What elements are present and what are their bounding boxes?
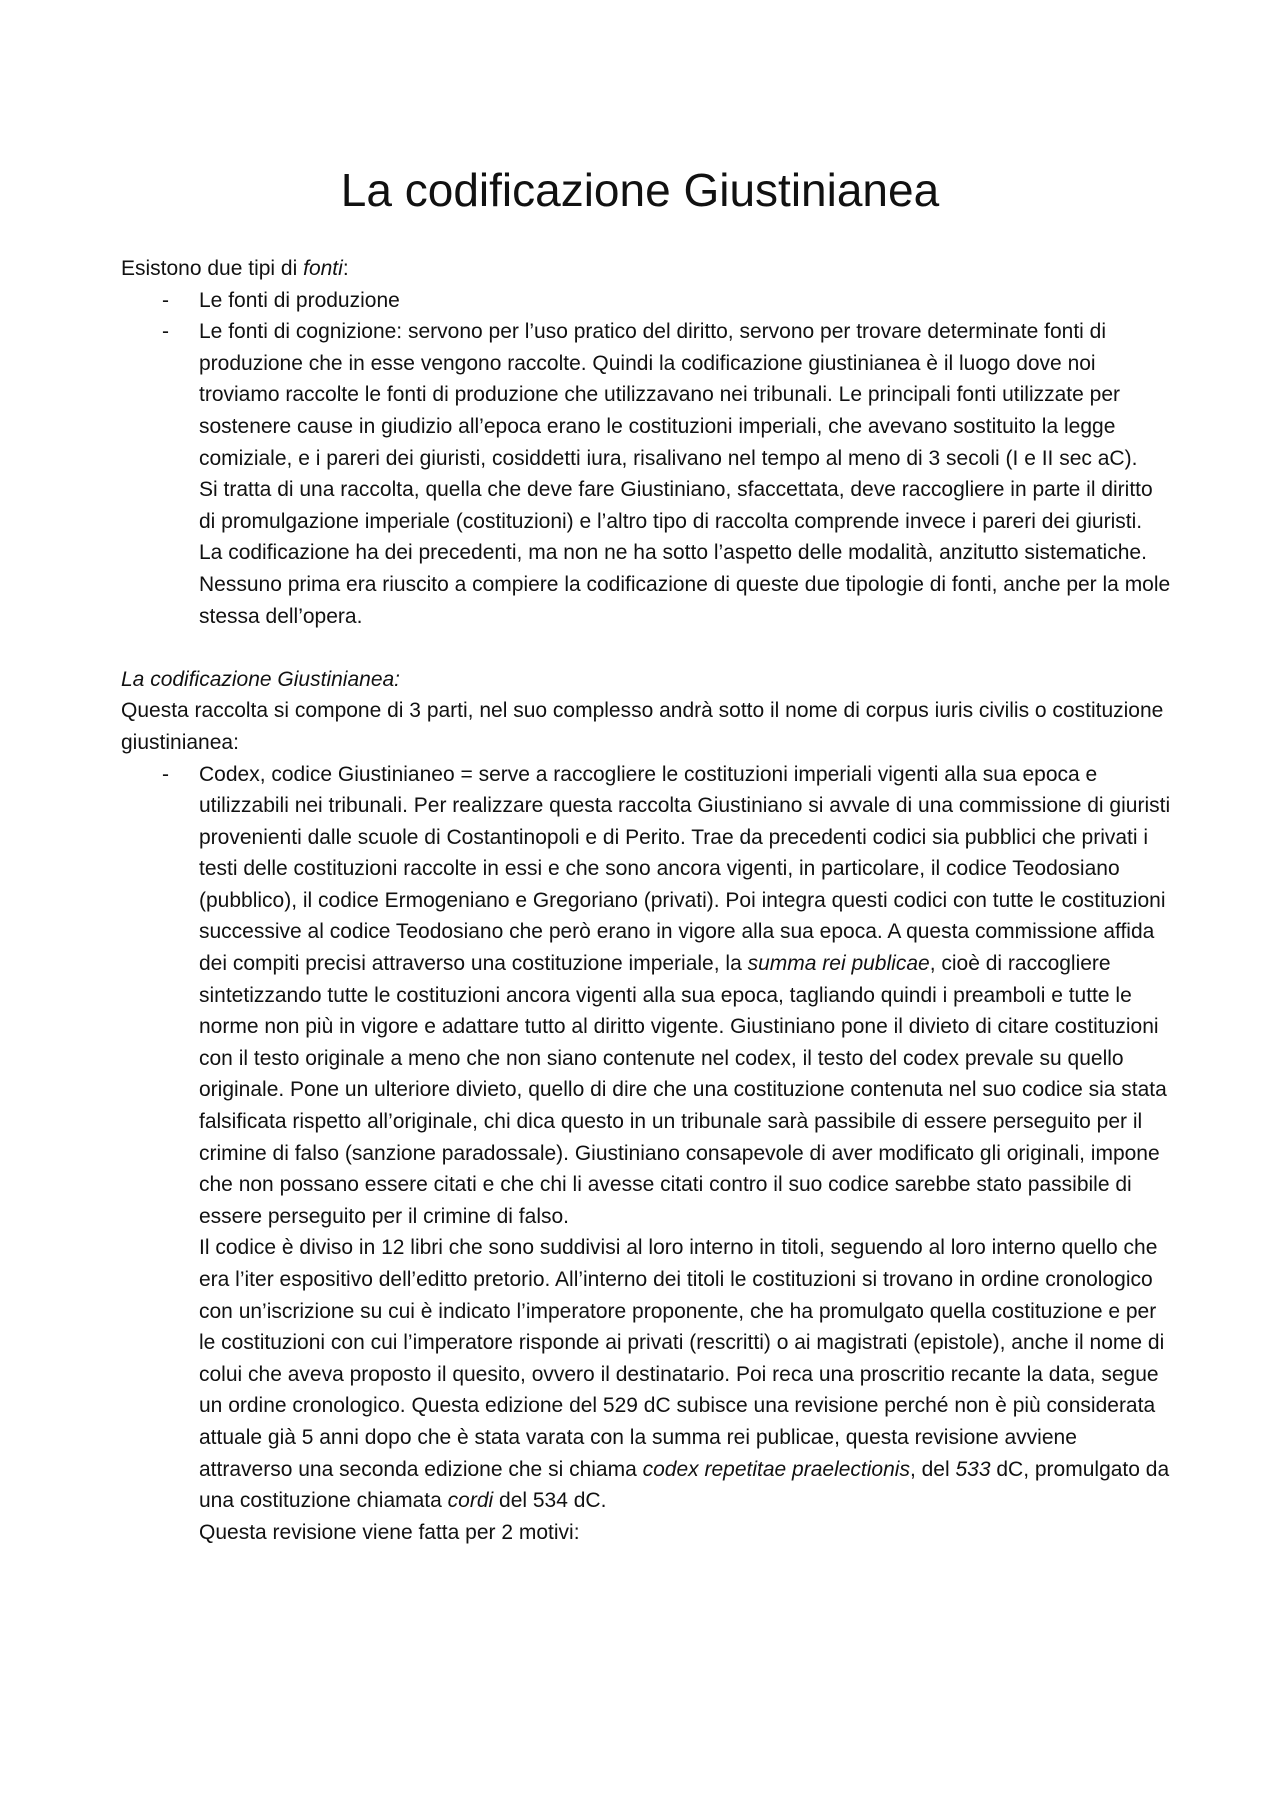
list-item-continuation: Si tratta di una raccolta, quella che deve fare Giustiniano, sfaccettata, deve raccogliere in parte il diritto di promulgazione imperiale (costituzioni) e l’altro tipo di raccolta comprende invece i pareri dei giuristi. La codificazione ha dei precedenti, ma non ne ha sotto l’aspetto delle modalità, anzitutto sistematiche. Nessuno prima era riuscito a compiere la codificazione di queste due tipologie di fonti, anche per la mole stessa dell’opera. [199,478,1171,628]
list-item [121,759,1171,1549]
codex-last-line: Questa revisione viene fatta per 2 motivi: [199,1520,580,1544]
codex-text-b: , cioè di raccogliere sintetizzando tutte le costituzioni ancora vigenti alla sua epoca, tagliando quindi i preamboli e tutte le norme non più in vigore e adattare tutto al diritto vigente. Giustiniano pone il divieto di citare costituzioni con il testo originale a meno che non siano contenute nel codex, il testo del codex prevale su quello originale. Pone un ulteriore divieto, quello di dire che una costituzione contenuta nel suo codice sia stata falsificata rispetto all’originale, chi dica questo in un tribunale sarà passibile di essere perseguito per il crimine di falso (sanzione paradossale). Giustiniano consapevole di aver modificato gli originali, impone che non possano essere citati e che chi li avesse citati contro il suo codice sarebbe stato passibile di essere perseguito per il crimine di falso. [199,952,1167,1228]
intro-lead-colon: : [342,257,349,280]
codex-cont-italic-c: cordi [447,1489,494,1513]
intro-paragraph [121,253,1171,285]
codex-continuation [199,1232,1171,1516]
codex-cont-c: dC, promulgato da una costituzione chiamata [199,1457,1170,1513]
list-item-text: Le fonti di produzione [199,288,400,312]
section-heading-text: La codificazione Giustinianea: [121,667,401,691]
codex-italic-a: summa rei publicae [747,952,930,976]
codex-cont-italic-a: codex repetitae praelectionis [642,1457,910,1481]
dash-bullet: - [162,288,169,312]
dash-bullet: - [162,320,169,344]
codex-cont-b: , del [909,1457,956,1481]
list-item [121,316,1171,632]
intro-lead-italic: fonti [303,257,343,280]
codex-paragraph [199,759,1171,1233]
section-heading [121,664,1171,696]
codex-cont-a: Il codice è diviso in 12 libri che sono suddivisi al loro interno in titoli, seguendo al loro interno quello che era l’iter espositivo dell’editto pretorio. All’interno dei titoli le costituzioni si trovano in ordine cronologico con un’iscrizione su cui è indicato l’imperatore proponente, che ha promulgato quella costituzione e per le costituzioni con cui l’imperatore risponde ai privati (rescritti) o ai magistrati (epistole), anche il nome di colui che aveva proposto il quesito, ovvero il destinatario. Poi reca una proscritio recante la data, segue un ordine cronologico. Questa edizione del 529 dC subisce una revisione perché non è più considerata attuale già 5 anni dopo che è stata varata con la summa rei publicae, questa revisione avviene attraverso una seconda edizione che si chiama [199,1236,1165,1481]
codex-cont-d: del 534 dC. [493,1489,607,1513]
codex-text-a: Codex, codice Giustinianeo = serve a raccogliere le costituzioni imperiali vigenti alla sua epoca e utilizzabili nei tribunali. Per realizzare questa raccolta Giustiniano si avvale di una commissione di giuristi provenienti dalle scuole di Costantinopoli e di Perito. Trae da precedenti codici sia pubblici che privati i testi delle costituzioni raccolte in essi e che sono ancora vigenti, in particolare, il codice Teodosiano (pubblico), il codice Ermogeniano e Gregoriano (privati). Poi integra questi codici con tutte le costituzioni successive al codice Teodosiano che però erano in vigore alla sua epoca. A questa commissione affida dei compiti precisi attraverso una costituzione imperiale, la [199,762,1171,976]
corpus-parts-list [121,759,1171,1549]
intro-lead-text: Esistono due tipi di [121,257,304,280]
dash-bullet: - [162,762,169,786]
paragraph-spacer [121,632,1171,664]
intro-list [121,285,1171,633]
codex-cont-italic-b: 533 [955,1457,991,1481]
list-item-text: Le fonti di cognizione: servono per l’uso pratico del diritto, servono per trovare determinate fonti di produzione che in esse vengono raccolte. Quindi la codificazione giustinianea è il luogo dove noi troviamo raccolte le fonti di produzione che utilizzavano nei tribunali. Le principali fonti utilizzate per sostenere cause in giudizio all’epoca erano le costituzioni imperiali, che avevano sostituito la legge comiziale, e i pareri dei giuristi, cosiddetti iura, risalivano nel tempo al meno di 3 secoli (I e II sec aC). [199,320,1138,470]
list-item [121,285,1171,317]
section-paragraph: Questa raccolta si compone di 3 parti, nel suo complesso andrà sotto il nome di corpus iuris civilis o costituzione giustinianea: [121,699,1164,754]
document-title: La codificazione Giustinianea [340,164,940,216]
document-body [121,253,1171,1548]
